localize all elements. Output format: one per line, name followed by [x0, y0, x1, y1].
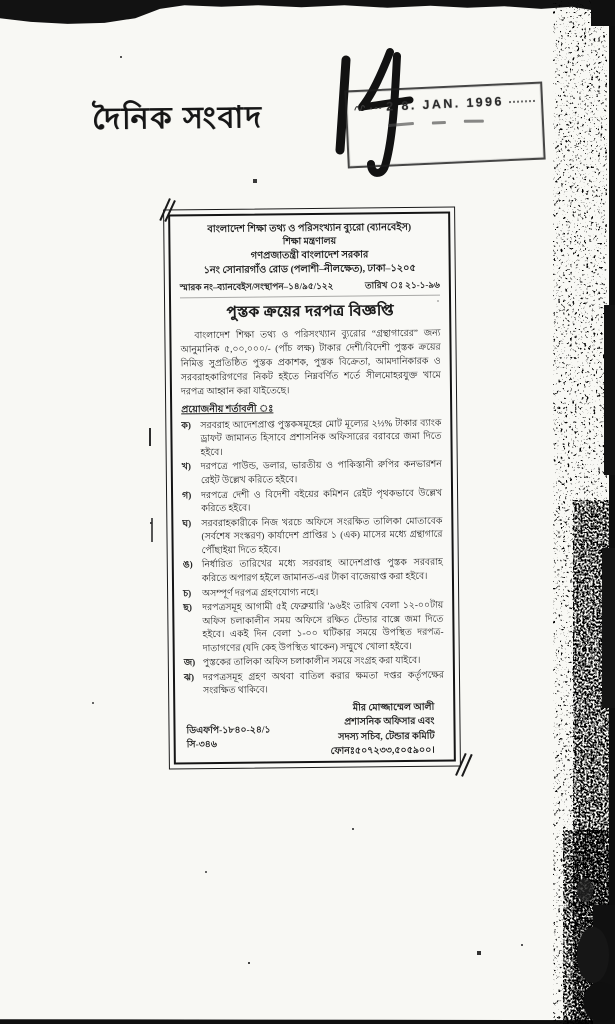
condition-text: দরপত্রসমূহ গ্রহণ অথবা বাতিল করার ক্ষমতা দপ্তর কর্তৃপক্ষের সংরক্ষিত থাকিবে।: [202, 670, 445, 697]
conditions-heading: প্রয়োজনীয় শর্তাবলী ঃ: [181, 403, 274, 416]
memo-and-date-row: [180, 278, 440, 299]
condition-label: ঘ): [182, 518, 192, 530]
condition-label: ঝ): [183, 673, 195, 684]
notice-org-line: ১নং সোনারগাঁও রোড (পলাশী–নীলক্ষেত), ঢাকা–১২০৫: [203, 263, 416, 277]
tender-notice-box: [163, 206, 461, 769]
condition-item: [181, 417, 441, 460]
footer-codes: [186, 723, 270, 753]
scan-bottom-edge: [0, 1016, 615, 1024]
stamp-date: 2 8. JAN. 1996: [385, 94, 505, 114]
scan-left-mark: [151, 518, 153, 542]
condition-text: অসম্পূর্ণ দরপত্র গ্রহণযোগ্য নহে।: [202, 587, 319, 599]
signatory-name: মীর মোজ্জাম্মেল আলী: [352, 702, 435, 714]
condition-item: [182, 459, 442, 489]
condition-text: নির্ধারিত তারিখের মধ্যে সরবরাহ আদেশপ্রাপ্ত পুস্তক সরবরাহ করিতে অপারগ হইলে জামানত-এর টাকা বাজেয়াপ্ত করা হইবে।: [201, 558, 443, 585]
condition-item: [182, 515, 442, 558]
condition-item: [184, 670, 444, 700]
signatory-phone: ফোনঃ৫০৭২৩৩,৫০৫৯০০।: [330, 745, 435, 757]
notice-intro-paragraph: বাংলাদেশ শিক্ষা তথ্য ও পরিসংখ্যান ব্যুরোর “গ্রন্থাগারের” জন্য আনুমানিক ৫,০০,০০০/- (পাঁচ লক্ষ) টাকার দেশী/বিদেশী পুস্তক ক্রয়ের নিমিত্ত সুপ্রতিষ্ঠিত পুস্তক প্রকাশক, পুস্তক বিক্রেতা, আমদানিকারক ও সরবরাহকারিগণের নিকট হইতে নিম্নবর্ণিত শর্তে সীলমোহরযুক্ত খামে দরপত্র আহ্বান করা যাইতেছে।: [180, 328, 441, 398]
signatory-role-1: প্রশাসনিক অফিসার এবং: [344, 716, 435, 728]
condition-item: [183, 600, 444, 657]
condition-item: [184, 655, 444, 671]
date-received-stamp: [344, 82, 545, 169]
stamp-dotted-leader: [509, 98, 535, 102]
condition-label: ঙ): [182, 560, 193, 571]
condition-label: জ): [183, 658, 196, 669]
condition-label: ছ): [183, 603, 193, 614]
condition-item: [182, 487, 442, 517]
book-spine-noise-band: [535, 0, 615, 1024]
notice-org-line: বাংলাদেশ শিক্ষা তথ্য ও পরিসংখ্যান ব্যুরো (ব্যানবেইস): [207, 221, 412, 236]
corner-hatch-marks-icon: [454, 751, 476, 777]
signatory-role-2: সদস্য সচিব, টেন্ডার কমিটি: [338, 731, 435, 743]
dfp-code: ডিএফপি-১৮৪০-২৪/১: [186, 725, 271, 737]
condition-label: খ): [181, 462, 192, 473]
newspaper-masthead: দৈনিক সংবাদ: [91, 101, 263, 136]
stamp-dotted-leader: [370, 105, 381, 108]
condition-text: সরবরাহকারীকে নিজ খরচে অফিসে সংরক্ষিত তালিকা মোতাবেক (সর্বশেষ সংস্করণ) কার্যাদেশ প্রাপ্তির ১ (এক) মাসের মধ্যে গ্রন্থাগারে পৌঁছাইয়া দিতে হইবে।: [201, 516, 443, 556]
condition-text: দরপত্রে দেশী ও বিদেশী বইয়ের কমিশন রেইট পৃথকভাবে উল্লেখ করিতে হইবে।: [201, 488, 443, 515]
memo-number: স্মারক নং–ব্যানবেইস/সংস্থাপন–১৪/৯৫/১২২: [179, 280, 334, 293]
notice-org-line: শিক্ষা মন্ত্রণালয়: [282, 236, 337, 248]
c-code: সি-৩৪৬: [186, 740, 218, 751]
torn-paper-top-edge: [0, 0, 615, 26]
notice-org-line: গণপ্রজাতন্ত্রী বাংলাদেশ সরকার: [250, 249, 369, 262]
condition-text: পুস্তকের তালিকা অফিস চলাকালীন সময়ে সংগ্রহ করা যাইবে।: [202, 656, 421, 669]
condition-label: চ): [183, 588, 192, 599]
photocopy-specks: [0, 0, 2, 2]
stamp-scribble: [353, 101, 366, 116]
condition-label: ক): [181, 421, 192, 432]
condition-label: গ): [182, 490, 192, 501]
condition-text: সরবরাহ আদেশপ্রাপ্ত পুস্তকসমূহের মোট মূল্যের ২½% টাকার ব্যাংক ড্রাফট জামানত হিসাবে প্রশাসনিক অফিসারের বরাবরে জমা দিতে হইবে।: [200, 418, 442, 459]
condition-text: দরপত্রে পাউন্ড, ডলার, ভারতীয় ও পাকিস্তানী রুপির কনভারশন রেইট উল্লেখ করিতে হইবে।: [200, 460, 442, 487]
condition-item: [183, 557, 443, 587]
notice-title: পুস্তক ক্রয়ের দরপত্র বিজ্ঞপ্তি: [226, 303, 394, 321]
scan-left-mark: [149, 428, 151, 446]
condition-text: দরপত্রসমূহ আগামী ৫ই ফেব্রুয়ারি '৯৬ইং তারিখ বেলা ১২-০০টায় অফিস চলাকালীন সময় অফিসে রক্ষিত টেন্ডার বাক্সে জমা দিতে হইবে। একই দিন বেলা ১-০০ ঘটিকার সময়ে উপস্থিত দরপত্র-দাতাগণের (যদি কেহ উপস্থিত থাকেন) সম্মুখে খোলা হইবে।: [202, 600, 444, 654]
condition-item: [183, 585, 443, 601]
notice-inner-frame: [168, 212, 456, 765]
notice-date: তারিখ ঃ ২১-১-৯৬: [364, 279, 440, 291]
